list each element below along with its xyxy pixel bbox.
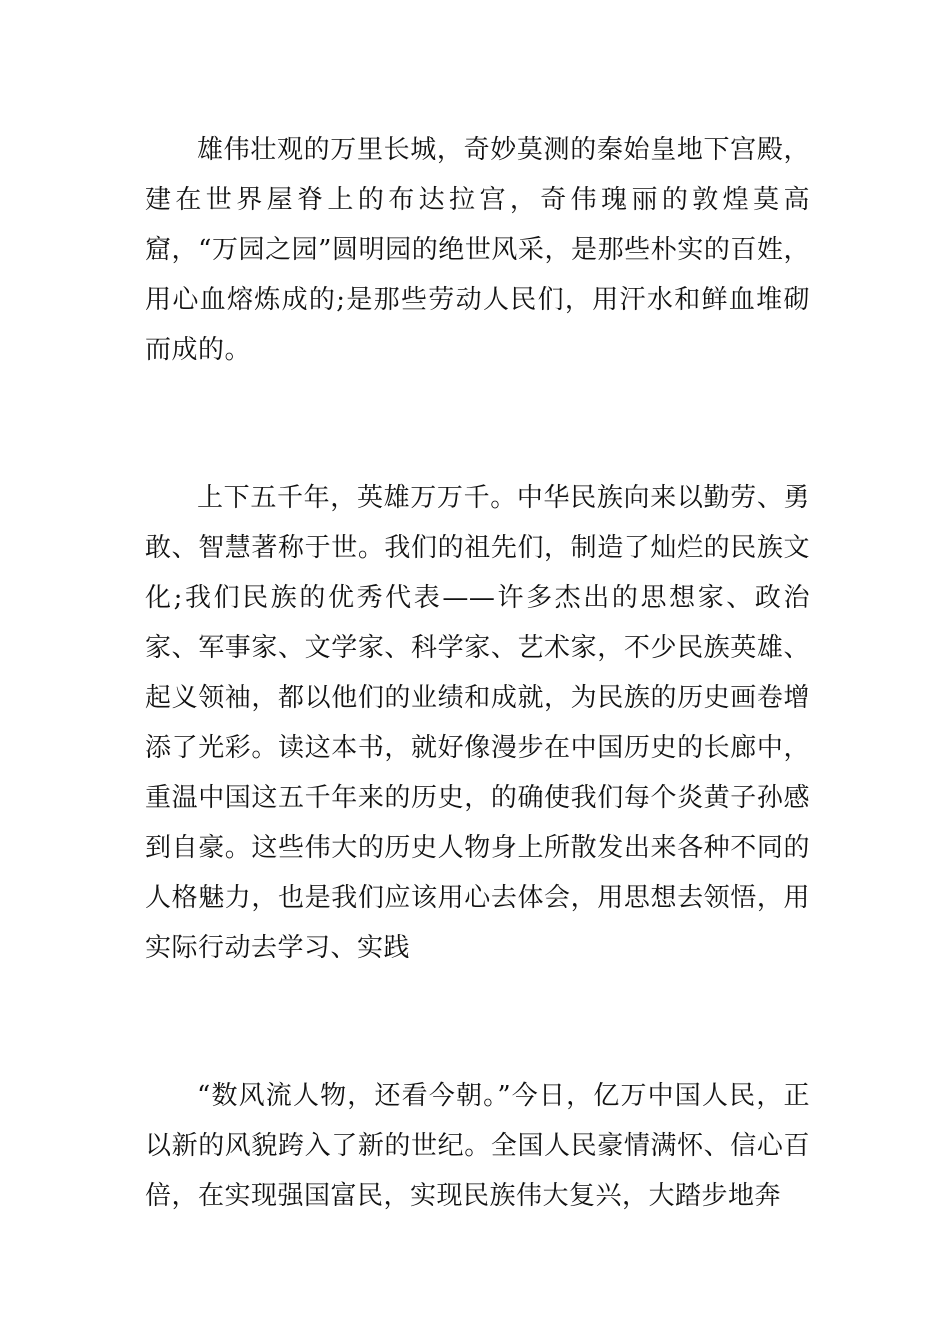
paragraph-2: 上下五千年，英雄万万千。中华民族向来以勤劳、勇敢、智慧著称于世。我们的祖先们，制造了灿烂的民族文化;我们民族的优秀代表——许多杰出的思想家、政治家、军事家、文学家、科学家、艺术家，不少民族英雄、起义领袖，都以他们的业绩和成就，为民族的历史画卷增添了光彩。读这本书，就好像漫步在中国历史的长廊中，重温中国这五千年来的历史，的确使我们每个炎黄子孙感到自豪。这些伟大的历史人物身上所散发出来各种不同的人格魅力，也是我们应该用心去体会，用思想去领悟，用实际行动去学习、实践 [145,483,810,963]
paragraph-1: 雄伟壮观的万里长城，奇妙莫测的秦始皇地下宫殿，建在世界屋脊上的布达拉宫，奇伟瑰丽的敦煌莫高窟，“万园之园”圆明园的绝世风采，是那些朴实的百姓，用心血熔炼成的;是那些劳动人民们，用汗水和鲜血堆砌而成的。 [145,135,810,365]
paragraph-3: “数风流人物，还看今朝。”今日，亿万中国人民，正以新的风貌跨入了新的世纪。全国人民豪情满怀、信心百倍，在实现强国富民，实现民族伟大复兴，大踏步地奔 [145,1081,810,1211]
